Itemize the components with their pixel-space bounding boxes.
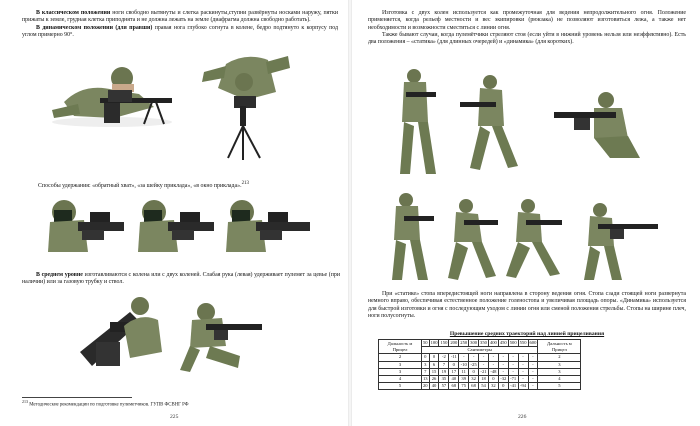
table-cell: 40: [429, 383, 439, 390]
table-cell: -: [518, 361, 528, 368]
range-cell: 500: [509, 340, 517, 346]
table-cell: 0: [429, 354, 439, 361]
table-cell: -25: [470, 361, 477, 367]
figure-kneeling-mg-closeup: [70, 292, 170, 378]
range-cell: 150: [440, 340, 448, 346]
figure-kneeling-two-knees: [550, 88, 650, 162]
table-cell: 3: [538, 361, 581, 368]
table-cell: 32: [488, 383, 498, 390]
table-cell: 6: [429, 361, 439, 368]
table-cell: -71: [510, 376, 517, 382]
table-cell: 13: [423, 376, 428, 382]
table-row: [379, 383, 581, 390]
table-cell: -: [479, 354, 489, 361]
table-cell: 20: [423, 383, 428, 389]
range-cell: 100: [430, 340, 438, 346]
table-cell: -21: [480, 368, 487, 374]
range-cell: 200: [450, 340, 458, 346]
table-body: [379, 354, 581, 390]
table-cell: 5: [538, 383, 581, 390]
table-cell: -32: [500, 376, 507, 382]
paragraph-text: ноги свободно вытянуты и слегка раскинуты,ступни развёрнуты носками наружу, пятки прижаты к земле, грудная клетка приподнята и не должна лежать на земле (диафрагма должна свободно работать).: [22, 10, 338, 24]
table-cell: -: [508, 361, 518, 368]
table-row: [379, 375, 581, 382]
table-cell: -: [488, 361, 498, 368]
footnote-text: Методические рекомендации по подготовке пулеметчиков. ГУПВ ФСВНГ РФ: [28, 402, 189, 408]
range-cell: 450: [499, 340, 507, 346]
figure-prone-machine-gunner: [44, 52, 179, 130]
table-cell: 40: [449, 375, 459, 382]
figure-grip-stock-window: [222, 192, 312, 254]
figure-dynamic-3: [576, 200, 660, 284]
table-cell: -41: [510, 383, 517, 389]
paragraph-standing: Также бывают случаи, когда пулемётчики стреляют стоя (если уйти в нижний уровень нельзя или неэффективно). Есть два положения – «статика» (для длинных очередей) и «динамика» (для коротких).: [368, 31, 686, 46]
figure-standing-shooting: [456, 72, 528, 172]
paragraph-middle-level: [22, 272, 340, 287]
table-cell: -: [469, 354, 479, 361]
range-cell: 250: [460, 340, 468, 346]
bold-term: В среднем уровне: [36, 272, 83, 278]
table-cell: 18: [479, 375, 489, 382]
table-cell: 35: [439, 375, 449, 382]
static-position-section: [368, 291, 686, 320]
table-cell: 26: [429, 375, 439, 382]
table-cell: 7: [422, 368, 430, 375]
range-cell: 50: [423, 340, 428, 346]
table-cell: 0: [469, 368, 479, 375]
figure-kneeling-mg-full: [170, 296, 266, 376]
table-cell: 3: [422, 361, 430, 368]
table-cell: -94: [519, 383, 527, 389]
table-cell: -: [498, 368, 508, 375]
table-cell: -: [518, 375, 528, 382]
table-cell: -: [488, 354, 498, 361]
trajectory-table-wrap: [378, 339, 581, 390]
bold-term: В классическом положении: [36, 10, 111, 16]
holding-methods-caption: [38, 180, 338, 190]
page-number-right: 226: [518, 414, 527, 420]
table-cell: 5: [379, 383, 422, 390]
middle-level-section: [22, 272, 340, 287]
figure-grip-reverse: [44, 192, 126, 254]
range-cell: 300: [470, 340, 478, 346]
table-cell: 17: [449, 368, 459, 375]
table-cell: -: [528, 383, 538, 390]
table-cell: -: [459, 354, 469, 361]
unit-label: Сантиметры: [422, 347, 538, 354]
table-cell: -: [528, 375, 538, 382]
paragraph-two-knees: Изготовка с двух колен используется как промежуточная для ведения непродолжительного огня. Положение применяется, когда рельеф местности и вес экипировки (рюкзака) не позволяют изготовиться лежа, а также нет необходимости и возможности сместиться с линии огня.: [368, 10, 686, 31]
table-cell: -: [498, 354, 508, 361]
footnote-rule: [22, 397, 132, 398]
table-cell: 15: [429, 368, 439, 375]
table-cell: 19: [439, 368, 449, 375]
table-cell: -: [528, 361, 538, 368]
figure-standing-static-1: [396, 66, 438, 178]
figure-standing-static-2: [384, 190, 436, 284]
table-cell: 68: [469, 383, 479, 390]
paragraph-static: При «статике» стопа впередистоящей ноги направлена в сторону ведения огня. Стопа сзади стоящей ноги развернута немного вправо, обеспечивая естественное положение голеностопа и увеличивая площадь опоры. «Динамика» используется для быстрой изготовки и огня с последующим уходом с линии огня или сменой положения стрельбы. Стопы на ширине плеч, ноги полусогнуты.: [368, 291, 686, 319]
table-cell: 0: [449, 361, 459, 368]
figure-dynamic-2: [502, 196, 564, 282]
header-right: Дальность м Прицел: [538, 340, 581, 354]
table-cell: 11: [459, 368, 469, 375]
table-cell: 68: [449, 383, 459, 390]
table-header-row: [379, 340, 581, 347]
table-cell: -: [508, 368, 518, 375]
table-cell: -: [498, 361, 508, 368]
figure-dynamic-1: [444, 196, 500, 282]
bold-term: В динамическом положении (для правши): [36, 24, 153, 31]
table-cell: 57: [439, 383, 449, 390]
table-cell: -48: [490, 368, 497, 374]
footnote-ref: 213: [241, 181, 249, 186]
table-cell: 3: [379, 361, 422, 368]
range-cell: 350: [480, 340, 487, 346]
table-cell: -: [528, 368, 538, 375]
table-cell: 0: [422, 354, 430, 361]
header-left: Дальность м Прицел: [379, 340, 422, 354]
table-cell: 0: [498, 383, 508, 390]
table-row: [379, 368, 581, 375]
caption-text: Способы удержания: «обратный хват», «за шейку приклада», «в окно приклада».: [38, 182, 242, 189]
table-cell: 4: [379, 375, 422, 382]
paragraph-text: правая нога глубоко согнута в колене, бедро подтянуто к корпусу под углом примерно 90°.: [22, 24, 338, 38]
table-cell: -10: [460, 361, 467, 367]
table-cell: 3: [538, 368, 581, 375]
table-cell: 75: [459, 383, 469, 390]
table-cell: -: [518, 354, 528, 361]
paragraph-dynamic-position: [22, 25, 338, 40]
page-number-left: 225: [170, 414, 179, 420]
table-cell: -: [518, 368, 528, 375]
footnote-num: 213: [22, 399, 28, 404]
trajectory-table: [378, 339, 581, 390]
range-cell: 400: [489, 340, 497, 346]
paragraph-classic-position: [22, 10, 338, 25]
table-cell: -2: [439, 354, 449, 361]
table-row: [379, 354, 581, 361]
range-cell: 550: [519, 340, 527, 346]
table-cell: 7: [439, 361, 449, 368]
table-cell: 39: [459, 375, 469, 382]
figure-mg-on-tripod: [196, 52, 296, 164]
range-cell: 600: [529, 340, 537, 346]
table-cell: -: [508, 354, 518, 361]
figure-grip-stock-neck: [134, 192, 216, 254]
table-cell: 4: [538, 375, 581, 382]
table-cell: 2: [379, 354, 422, 361]
table-cell: 0: [488, 375, 498, 382]
table-cell: 3: [379, 368, 422, 375]
paragraph-text: изготавливаются с колена или с двух коленей. Слабая рука (левая) удерживает пулемет за цевье (при наличии) или за газовую трубку и ствол.: [22, 272, 341, 286]
table-cell: 32: [469, 375, 479, 382]
table-title: Превышение средних траекторий над линией прицеливания: [449, 331, 605, 337]
table-cell: -: [528, 354, 538, 361]
table-cell: -11: [450, 354, 457, 360]
table-cell: 2: [538, 354, 581, 361]
table-cell: 54: [479, 383, 489, 390]
table-cell: -: [479, 361, 489, 368]
table-row: [379, 361, 581, 368]
footnote: [22, 399, 332, 409]
